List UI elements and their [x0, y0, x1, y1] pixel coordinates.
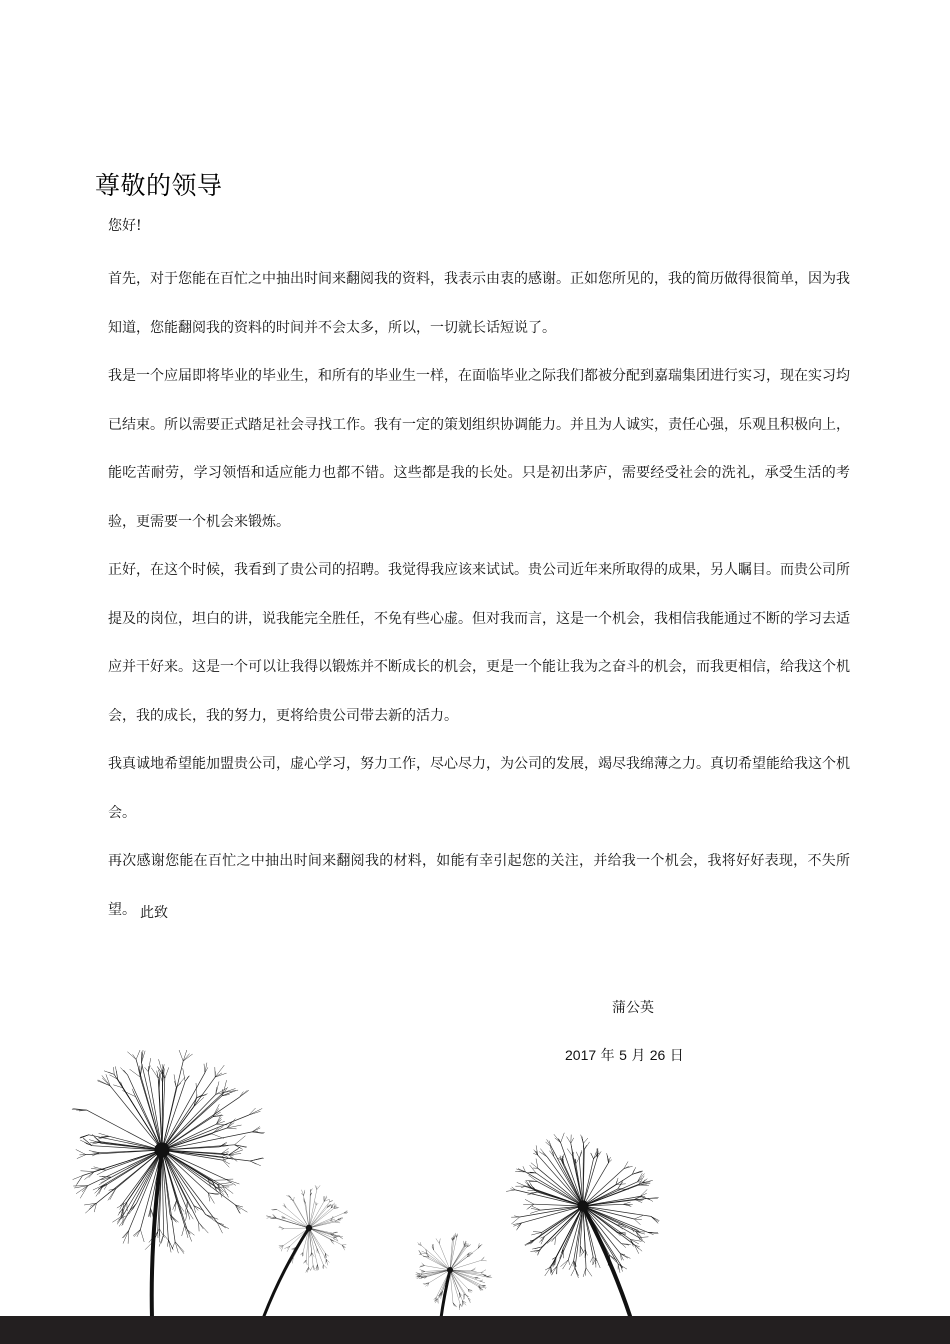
page-title: 尊敬的领导 — [95, 171, 223, 200]
date-day-unit: 日 — [669, 1048, 684, 1064]
date-month: 5 — [619, 1047, 627, 1063]
letter-body — [108, 255, 850, 934]
greeting: 您好! — [108, 218, 142, 234]
dandelion-small-left — [264, 1185, 348, 1316]
paragraph: 正好，在这个时候，我看到了贵公司的招聘。我觉得我应该来试试。贵公司近年来所取得的成果，另人瞩目。而贵公司所提及的岗位，坦白的讲，说我能完全胜任，不免有些心虚。但对我而言，这是一个机会，我相信我能通过不断的学习去适应并干好来。这是一个可以让我得以锻炼并不断成长的机会，更是一个能让我为之奋斗的机会，而我更相信，给我这个机会，我的成长，我的努力，更将给贵公司带去新的活力。 — [108, 562, 850, 724]
footer-bar — [0, 1316, 950, 1344]
dandelion-right — [506, 1133, 659, 1316]
paragraph: 首先，对于您能在百忙之中抽出时间来翻阅我的资料，我表示由衷的感谢。正如您所见的，我的简历做得很简单，因为我知道，您能翻阅我的资料的时间并不会太多，所以，一切就长话短说了。 — [108, 271, 850, 336]
paragraph: 我真诚地希望能加盟贵公司，虚心学习，努力工作，尽心尽力，为公司的发展，竭尽我绵薄之力。真切希望能给我这个机会。 — [108, 756, 850, 821]
dandelion-large-left — [72, 1050, 265, 1318]
date-year-unit: 年 — [600, 1048, 615, 1064]
dandelion-small-center — [416, 1233, 493, 1318]
date-day: 26 — [649, 1047, 666, 1063]
date-month-unit: 月 — [631, 1048, 646, 1064]
paragraph: 我是一个应届即将毕业的毕业生，和所有的毕业生一样，在面临毕业之际我们都被分配到嘉瑞集团进行实习，现在实习均已结束。所以需要正式踏足社会寻找工作。我有一定的策划组织协调能力。并且为人诚实，责任心强，乐观且积极向上，能吃苦耐劳，学习领悟和适应能力也都不错。这些都是我的长处。只是初出茅庐，需要经受社会的洗礼，承受生活的考验，更需要一个机会来锻炼。 — [108, 368, 850, 530]
dandelion-illustration — [0, 1050, 950, 1320]
signature: 蒲公英 — [612, 1000, 654, 1016]
paragraph: 再次感谢您能在百忙之中抽出时间来翻阅我的材料，如能有幸引起您的关注，并给我一个机会，我将好好表现，不失所望。 — [108, 853, 850, 918]
date-year: 2017 — [565, 1047, 597, 1063]
closing: 此致 — [140, 905, 168, 921]
